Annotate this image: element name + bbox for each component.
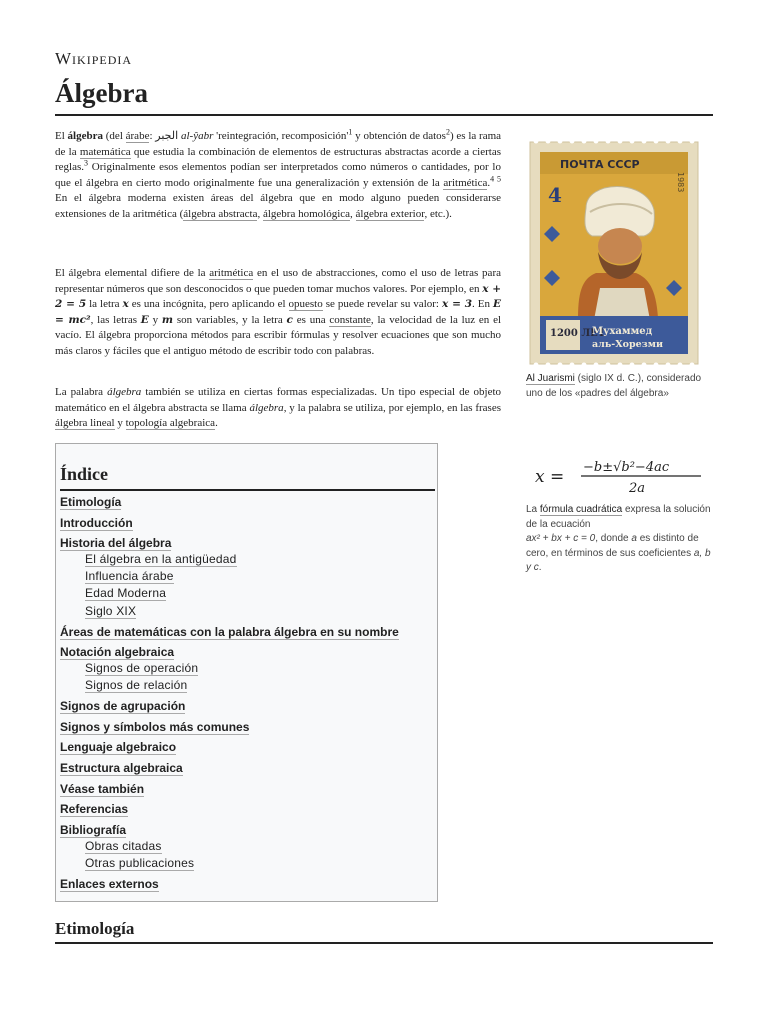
toc-item-label: Estructura algebraica bbox=[60, 761, 183, 775]
toc-item[interactable] bbox=[60, 782, 144, 796]
toc-subitem[interactable] bbox=[85, 569, 174, 583]
toc-item-label: Enlaces externos bbox=[60, 876, 159, 891]
link-algebra-abstracta[interactable]: álgebra abstracta bbox=[183, 207, 258, 220]
link-algebra-lineal[interactable]: álgebra lineal bbox=[55, 417, 115, 430]
link-algebra-exterior[interactable]: álgebra exterior bbox=[355, 207, 425, 220]
toc-item-label: Signos de agrupación bbox=[60, 699, 186, 714]
title-divider bbox=[55, 114, 713, 116]
toc-title: Índice bbox=[60, 464, 109, 484]
section-heading-etimologia: Etimología bbox=[55, 919, 135, 938]
svg-text:x =: x = bbox=[535, 467, 565, 487]
toc-item-label: Etimología bbox=[60, 495, 122, 509]
svg-text:Мухаммед: Мухаммед bbox=[592, 326, 653, 337]
toc-item-label: Signos de relación bbox=[85, 678, 188, 693]
link-formula-cuadratica[interactable]: fórmula cuadrática bbox=[539, 504, 623, 515]
svg-text:аль-Хорезми: аль-Хорезми bbox=[592, 339, 663, 350]
link-algebra-homologica[interactable]: álgebra homológica bbox=[262, 207, 351, 220]
toc-item-label: Signos y símbolos más comunes bbox=[60, 719, 250, 734]
link-arabe[interactable]: árabe bbox=[125, 130, 150, 142]
intro-paragraph-1: El álgebra (del árabe: الجبر al-ŷabr 'reintegración, $recomposición'^1$ y obtención de datos$^2$) es la rama de la matemática que estudia la combinación de elementos de estructuras abstractas acorde a ciertas reglas.$^3$ Originalmente esos elementos podían ser interpretados como números o cantidades, por lo que el álgebra en cierto modo originalmente fue una generalización y extensión de la aritmética.$^{4 5}$ En el álgebra moderna existen áreas del álgebra que en modo alguno pueden considerarse extensiones de la aritmética (álgebra abstracta, álgebra homológica, álgebra exterior, etc.). bbox=[55, 127, 502, 220]
toc-item[interactable] bbox=[60, 823, 126, 837]
link-aritmetica[interactable]: aritmética bbox=[443, 176, 488, 189]
toc-item[interactable] bbox=[60, 720, 249, 734]
math-x-plus-2: x + 2 = 5 bbox=[55, 282, 501, 311]
toc-subitem[interactable] bbox=[85, 839, 162, 853]
svg-text:2a: 2a bbox=[629, 481, 646, 496]
toc-item[interactable] bbox=[60, 802, 128, 816]
toc-subitem[interactable] bbox=[85, 661, 198, 675]
toc-subitem[interactable] bbox=[85, 552, 237, 566]
toc-item-label: El álgebra en la antigüedad bbox=[85, 552, 237, 566]
link-matematica[interactable]: matemática bbox=[79, 145, 131, 158]
wikipedia-wordmark[interactable]: Wikipedia bbox=[55, 49, 133, 68]
ref-3[interactable]: 3 bbox=[84, 158, 89, 168]
bold-term: álgebra bbox=[67, 130, 103, 142]
toc-item-label: Historia del álgebra bbox=[60, 536, 172, 551]
toc-item[interactable] bbox=[60, 516, 133, 530]
al-khwarizmi-stamp-image[interactable] bbox=[526, 138, 702, 368]
quadratic-formula bbox=[531, 454, 711, 498]
toc-item-label: Siglo XIX bbox=[85, 603, 137, 618]
svg-text:4: 4 bbox=[548, 183, 562, 207]
svg-text:1200 ЛЕТ: 1200 ЛЕТ bbox=[550, 328, 606, 339]
stamp-caption: Al Juarismi (siglo IX d. C.), considerado uno de los «padres del álgebra» bbox=[526, 373, 702, 399]
toc-item[interactable] bbox=[60, 645, 174, 659]
toc-item-label: Referencias bbox=[60, 802, 129, 817]
toc-subitem[interactable] bbox=[85, 604, 136, 618]
svg-text:−b±√b²−4ac: −b±√b²−4ac bbox=[583, 460, 670, 475]
toc-item-label: Véase también bbox=[60, 781, 145, 796]
math-emc2: E = mc² bbox=[55, 298, 501, 326]
link-opuesto[interactable]: opuesto bbox=[288, 298, 323, 311]
toc-item-label: Signos de operación bbox=[85, 661, 199, 675]
page-title: Álgebra bbox=[55, 78, 148, 108]
formula-caption: La fórmula cuadrática expresa la solución de la ecuación ax² + bx + c = 0, donde a es distinto de cero, en términos de sus coeficientes a, b y c. bbox=[526, 504, 711, 573]
toc-item-label: Obras citadas bbox=[85, 838, 162, 853]
toc-divider bbox=[60, 489, 435, 491]
toc-item[interactable] bbox=[60, 877, 159, 891]
toc-item[interactable] bbox=[60, 699, 185, 713]
intro-paragraph-2: El álgebra elemental difiere de la aritmética en el uso de abstracciones, como el uso de letras para representar números que son desconocidos o que pueden tomar muchos valores. Por ejemplo, en x + 2 = 5 la letra x es una incógnita, pero aplicando el opuesto se puede revelar su valor: x = 3. En E = mc², las letras E y m son variables, y la letra c es una constante, la velocidad de la luz en el vacío. El álgebra proporciona métodos para escribir fórmulas y resolver ecuaciones que son mucho más claros y fáciles que el antiguo método de escribir todo con palabras. bbox=[55, 267, 502, 357]
svg-text:1983: 1983 bbox=[676, 172, 685, 193]
toc-item[interactable] bbox=[60, 625, 399, 639]
toc-item-label: Edad Moderna bbox=[85, 586, 167, 601]
toc-item[interactable] bbox=[60, 495, 121, 509]
toc-item-label: Bibliografía bbox=[60, 822, 127, 837]
ref-2[interactable]: 2 bbox=[445, 127, 450, 137]
link-aritmetica-2[interactable]: aritmética bbox=[209, 267, 254, 279]
section-divider bbox=[55, 942, 713, 944]
toc-item[interactable] bbox=[60, 536, 171, 550]
toc-subitem[interactable] bbox=[85, 586, 166, 600]
link-constante[interactable]: constante bbox=[329, 313, 371, 326]
link-topologia-algebraica[interactable]: topología algebraica bbox=[125, 417, 216, 430]
toc-item[interactable] bbox=[60, 761, 183, 775]
intro-paragraph-3: La palabra álgebra también se utiliza en ciertas formas especializadas. Un tipo especial de objeto matemático en el álgebra abstracta se llama álgebra, y la palabra se utiliza, por ejemplo, en las frases álgebra lineal y topología algebraica. bbox=[55, 386, 502, 430]
table-of-contents bbox=[55, 443, 438, 902]
toc-item-label: Introducción bbox=[60, 515, 133, 530]
svg-text:ПОЧТА СССР: ПОЧТА СССР bbox=[560, 158, 640, 171]
toc-item-label: Notación algebraica bbox=[60, 645, 175, 660]
toc-item-label: Áreas de matemáticas con la palabra álgebra en su nombre bbox=[60, 624, 399, 639]
toc-item[interactable] bbox=[60, 740, 176, 754]
toc-subitem[interactable] bbox=[85, 678, 187, 692]
toc-item-label: Influencia árabe bbox=[85, 569, 174, 584]
toc-item-label: Lenguaje algebraico bbox=[60, 740, 177, 755]
ref-1[interactable]: 1 bbox=[348, 127, 353, 137]
toc-item-label: Otras publicaciones bbox=[85, 855, 195, 870]
link-al-juarismi[interactable]: Al Juarismi bbox=[526, 373, 575, 384]
toc-subitem[interactable] bbox=[85, 856, 194, 870]
ref-4-5[interactable]: 4 5 bbox=[490, 174, 502, 184]
